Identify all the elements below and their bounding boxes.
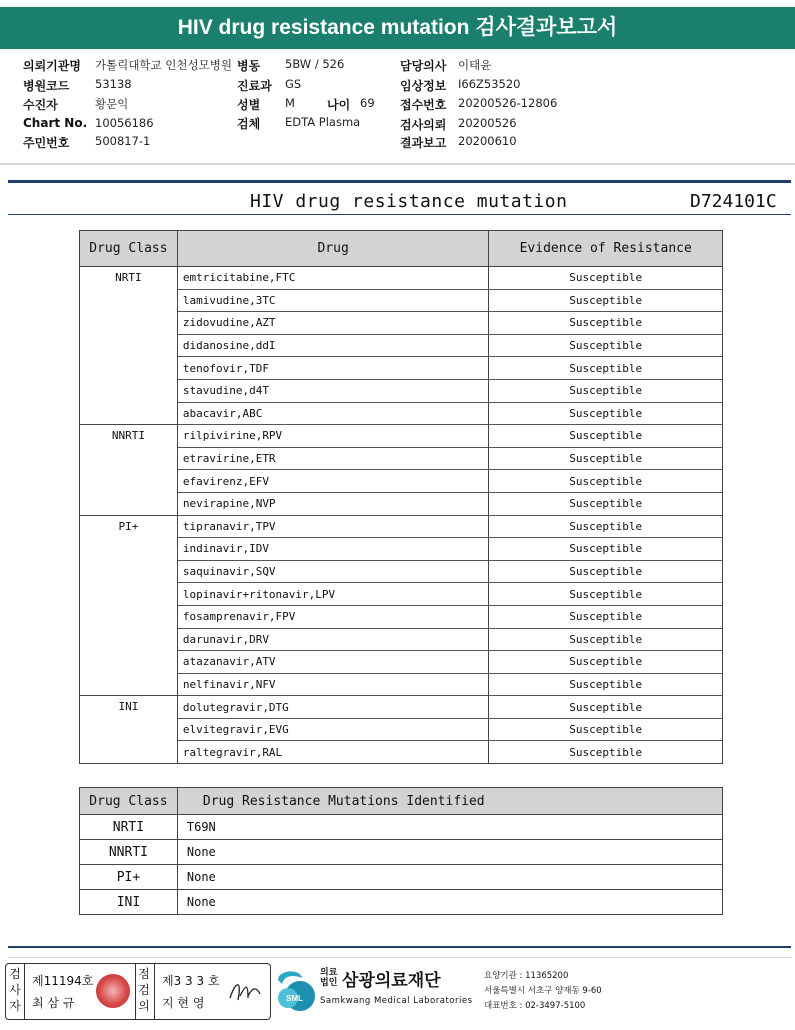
- column-header: Drug Class: [80, 231, 178, 267]
- drug-cell: tipranavir,TPV: [177, 515, 489, 538]
- table-row: [80, 267, 723, 290]
- evidence-cell: Susceptible: [489, 402, 723, 425]
- drug-cell: darunavir,DRV: [177, 628, 489, 651]
- drug-cell: stavudine,d4T: [177, 379, 489, 402]
- divider: [0, 163, 795, 165]
- org-english: Samkwang Medical Laboratories: [320, 996, 473, 1006]
- mutation-cell: None: [177, 840, 722, 865]
- info-value: EDTA Plasma: [285, 115, 361, 129]
- info-value: 가톨릭대학교 인천성모병원: [95, 58, 232, 72]
- drug-cell: nelfinavir,NFV: [177, 673, 489, 696]
- drug-cell: emtricitabine,FTC: [177, 267, 489, 290]
- table-row: [80, 696, 723, 719]
- evidence-cell: Susceptible: [489, 538, 723, 561]
- table-row: [80, 815, 723, 840]
- evidence-cell: Susceptible: [489, 651, 723, 674]
- table-row: [80, 515, 723, 538]
- logo-text: SML: [286, 994, 303, 1003]
- evidence-cell: Susceptible: [489, 673, 723, 696]
- info-label: 의뢰기관명: [23, 59, 81, 73]
- approver-name: 지 현 영: [162, 996, 205, 1010]
- info-value: 황문익: [95, 97, 129, 111]
- info-label: Chart No.: [23, 116, 88, 130]
- evidence-cell: Susceptible: [489, 515, 723, 538]
- divider: [8, 946, 791, 948]
- column-header: Drug Class: [80, 788, 178, 815]
- drug-class-cell: INI: [80, 696, 178, 764]
- sml-logo-icon: [272, 966, 318, 1012]
- drug-cell: dolutegravir,DTG: [177, 696, 489, 719]
- signature-image: [226, 976, 266, 1006]
- drug-cell: saquinavir,SQV: [177, 560, 489, 583]
- drug-cell: nevirapine,NVP: [177, 492, 489, 515]
- inspector-label: 검사자: [9, 967, 21, 1013]
- evidence-cell: Susceptible: [489, 379, 723, 402]
- drug-cell: fosamprenavir,FPV: [177, 605, 489, 628]
- column-header: Drug: [177, 231, 489, 267]
- evidence-cell: Susceptible: [489, 267, 723, 290]
- inspector-name: 최 삼 규: [32, 996, 75, 1010]
- inspector-license: 제11194호: [32, 974, 94, 988]
- signature-box: [5, 963, 271, 1020]
- info-label: 나이: [327, 98, 351, 112]
- evidence-cell: Susceptible: [489, 470, 723, 493]
- table-row: [80, 890, 723, 915]
- info-value: GS: [285, 77, 302, 91]
- evidence-cell: Susceptible: [489, 628, 723, 651]
- divider: [8, 957, 791, 958]
- drug-cell: elvitegravir,EVG: [177, 718, 489, 741]
- drug-class-cell: INI: [80, 890, 178, 915]
- drug-class-cell: PI+: [80, 515, 178, 696]
- info-value: 10056186: [95, 116, 154, 130]
- info-label: 검체: [237, 117, 261, 131]
- info-label: 병동: [237, 59, 261, 73]
- column-header: Drug Resistance Mutations Identified: [177, 788, 722, 815]
- approver-license: 제3 3 3 호: [162, 974, 220, 988]
- info-value: M: [285, 96, 295, 110]
- info-value: 5BW / 526: [285, 57, 345, 71]
- table-row: [80, 425, 723, 448]
- drug-cell: raltegravir,RAL: [177, 741, 489, 764]
- info-value: 이태윤: [458, 58, 492, 72]
- org-prefix: 의료법인: [320, 968, 338, 988]
- drug-class-cell: NNRTI: [80, 425, 178, 515]
- info-value: 20200526-12806: [458, 96, 558, 110]
- drug-cell: abacavir,ABC: [177, 402, 489, 425]
- approver-label: 점검의: [138, 967, 150, 1013]
- drug-class-cell: NRTI: [80, 267, 178, 425]
- info-label: 결과보고: [400, 136, 447, 150]
- evidence-cell: Susceptible: [489, 741, 723, 764]
- info-value: 53138: [95, 77, 132, 91]
- table-row: [80, 840, 723, 865]
- info-label: 수진자: [23, 98, 58, 112]
- resistance-table: [79, 230, 723, 764]
- evidence-cell: Susceptible: [489, 696, 723, 719]
- table-row: [80, 865, 723, 890]
- evidence-cell: Susceptible: [489, 492, 723, 515]
- section-code: D724101C: [690, 191, 777, 212]
- seal-stamp: [96, 974, 130, 1008]
- evidence-cell: Susceptible: [489, 357, 723, 380]
- org-name: 삼광의료재단: [342, 971, 441, 991]
- evidence-cell: Susceptible: [489, 583, 723, 606]
- drug-cell: didanosine,ddI: [177, 334, 489, 357]
- info-label: 성별: [237, 98, 261, 112]
- report-title: HIV drug resistance mutation 검사결과보고서: [0, 7, 795, 49]
- info-value: 20200610: [458, 134, 517, 148]
- divider: [8, 180, 791, 183]
- evidence-cell: Susceptible: [489, 312, 723, 335]
- org-address: 서울특별시 서초구 양재동 9-60: [484, 986, 602, 996]
- info-label: 주민번호: [23, 136, 70, 150]
- info-value: 20200526: [458, 116, 517, 130]
- info-label: 진료과: [237, 79, 272, 93]
- evidence-cell: Susceptible: [489, 605, 723, 628]
- divider: [8, 214, 791, 215]
- section-title: HIV drug resistance mutation: [250, 191, 568, 212]
- info-label: 접수번호: [400, 98, 447, 112]
- drug-class-cell: PI+: [80, 865, 178, 890]
- evidence-cell: Susceptible: [489, 334, 723, 357]
- drug-class-cell: NRTI: [80, 815, 178, 840]
- evidence-cell: Susceptible: [489, 289, 723, 312]
- drug-cell: indinavir,IDV: [177, 538, 489, 561]
- info-label: 담당의사: [400, 59, 447, 73]
- info-value: I66Z53520: [458, 77, 521, 91]
- mutation-cell: None: [177, 865, 722, 890]
- drug-cell: tenofovir,TDF: [177, 357, 489, 380]
- mutation-table: [79, 787, 723, 915]
- info-label: 병원코드: [23, 79, 70, 93]
- drug-cell: efavirenz,EFV: [177, 470, 489, 493]
- org-code: 요양기관 : 11365200: [484, 971, 569, 981]
- drug-cell: atazanavir,ATV: [177, 651, 489, 674]
- evidence-cell: Susceptible: [489, 718, 723, 741]
- mutation-cell: None: [177, 890, 722, 915]
- drug-cell: zidovudine,AZT: [177, 312, 489, 335]
- evidence-cell: Susceptible: [489, 560, 723, 583]
- info-label: 임상정보: [400, 79, 447, 93]
- drug-cell: etravirine,ETR: [177, 447, 489, 470]
- evidence-cell: Susceptible: [489, 425, 723, 448]
- drug-cell: lopinavir+ritonavir,LPV: [177, 583, 489, 606]
- drug-class-cell: NNRTI: [80, 840, 178, 865]
- evidence-cell: Susceptible: [489, 447, 723, 470]
- org-phone: 대표번호 : 02-3497-5100: [484, 1001, 586, 1011]
- info-label: 검사의뢰: [400, 118, 447, 132]
- info-value: 69: [360, 96, 375, 110]
- info-value: 500817-1: [95, 134, 151, 148]
- drug-cell: rilpivirine,RPV: [177, 425, 489, 448]
- column-header: Evidence of Resistance: [489, 231, 723, 267]
- drug-cell: lamivudine,3TC: [177, 289, 489, 312]
- mutation-cell: T69N: [177, 815, 722, 840]
